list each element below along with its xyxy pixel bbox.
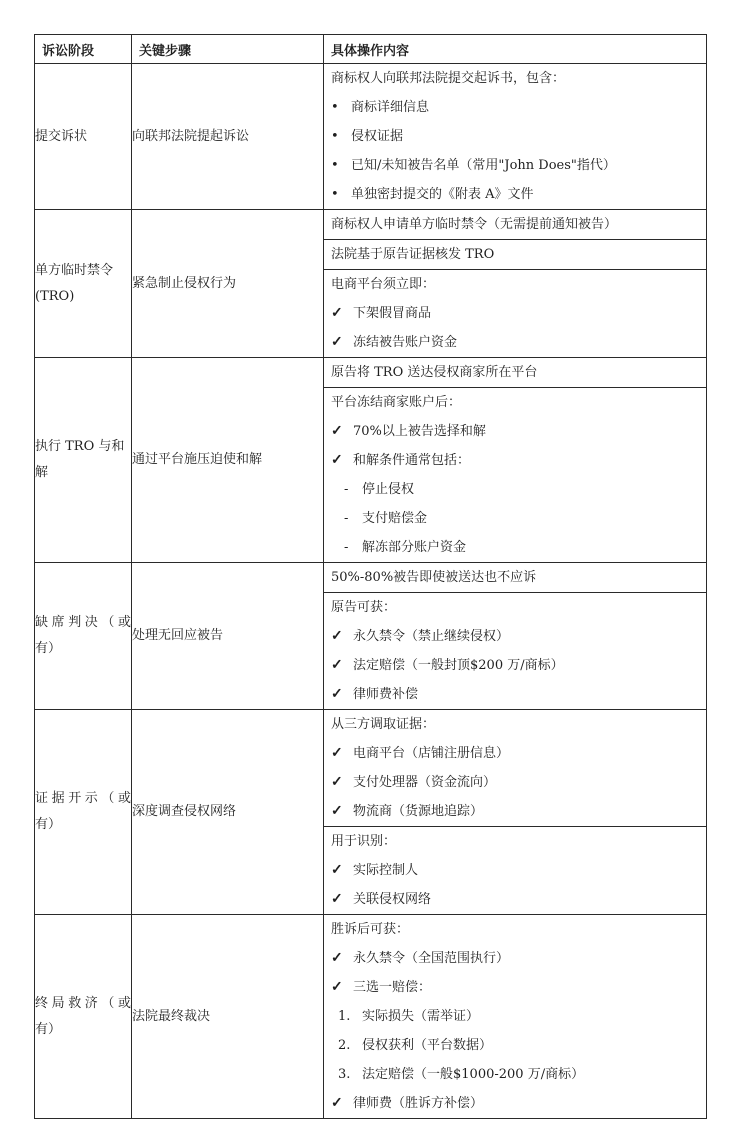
text-line <box>324 210 706 239</box>
line-text: 侵权证据 <box>351 129 404 144</box>
line-text: 50%-80%被告即使被送达也不应诉 <box>331 570 537 585</box>
line-text: 用于识别： <box>331 834 397 849</box>
check-item <box>324 328 706 357</box>
line-text: 侵权获利（平台数据） <box>362 1038 493 1053</box>
detail-cell <box>324 210 707 358</box>
checkmark-icon: ✓ <box>331 891 343 907</box>
table-row <box>35 64 707 210</box>
check-item <box>324 651 706 680</box>
line-text: 实际控制人 <box>353 863 419 878</box>
line-text: 法定赔偿（一般封顶$200 万/商标） <box>353 658 564 673</box>
check-item <box>324 856 706 885</box>
bullet-item <box>324 180 706 209</box>
checkmark-icon: ✓ <box>331 657 343 673</box>
check-item <box>324 797 706 826</box>
line-text: 电商平台（店铺注册信息） <box>353 746 510 761</box>
line-text: 从三方调取证据： <box>331 717 436 732</box>
line-text: 下架假冒商品 <box>353 306 432 321</box>
check-item <box>324 768 706 797</box>
line-text: 已知/未知被告名单（常用"John Does"指代） <box>351 158 616 173</box>
text-line <box>324 593 706 622</box>
checkmark-icon: ✓ <box>331 423 343 439</box>
detail-subcell <box>324 269 706 357</box>
table-row <box>35 358 707 563</box>
check-item <box>324 680 706 709</box>
text-line <box>324 388 706 417</box>
line-text: 解冻部分账户资金 <box>362 540 467 555</box>
litigation-stage-table <box>34 34 707 1119</box>
checkmark-icon: ✓ <box>331 334 343 350</box>
step-cell: 法院最终裁决 <box>132 915 324 1119</box>
dash-item <box>324 504 706 533</box>
line-text: 法定赔偿（一般$1000-200 万/商标） <box>362 1067 585 1082</box>
checkmark-icon: ✓ <box>331 979 343 995</box>
text-line <box>324 915 706 944</box>
detail-subcell <box>324 358 706 387</box>
stage-cell: 执行 TRO 与和解 <box>35 358 132 563</box>
line-text: 70%以上被告选择和解 <box>353 424 486 439</box>
line-text: 电商平台须立即： <box>331 277 436 292</box>
text-line <box>324 240 706 269</box>
numbered-item <box>324 1002 706 1031</box>
numbered-item <box>324 1031 706 1060</box>
table-header-row <box>35 35 707 64</box>
text-line <box>324 270 706 299</box>
check-item <box>324 739 706 768</box>
checkmark-icon: ✓ <box>331 774 343 790</box>
line-text: 物流商（货源地追踪） <box>353 804 484 819</box>
table-row <box>35 210 707 358</box>
checkmark-icon: ✓ <box>331 803 343 819</box>
line-text: 法院基于原告证据核发 TRO <box>331 247 495 262</box>
detail-subcell <box>324 239 706 269</box>
text-line <box>324 563 706 592</box>
header-step: 关键步骤 <box>132 35 324 64</box>
check-item <box>324 446 706 475</box>
detail-subcell <box>324 915 706 1118</box>
stage-cell: 单方临时禁令(TRO) <box>35 210 132 358</box>
item-number: 1. <box>338 1009 351 1024</box>
bullet-icon: • <box>331 129 339 144</box>
check-item <box>324 1089 706 1118</box>
line-text: 商标权人申请单方临时禁令（无需提前通知被告） <box>331 217 618 232</box>
detail-cell <box>324 64 707 210</box>
bullet-item <box>324 122 706 151</box>
numbered-item <box>324 1060 706 1089</box>
step-cell: 向联邦法院提起诉讼 <box>132 64 324 210</box>
checkmark-icon: ✓ <box>331 950 343 966</box>
detail-subcell <box>324 826 706 914</box>
line-text: 停止侵权 <box>362 482 415 497</box>
detail-subcell <box>324 210 706 239</box>
check-item <box>324 622 706 651</box>
line-text: 原告将 TRO 送达侵权商家所在平台 <box>331 365 538 380</box>
header-detail: 具体操作内容 <box>324 35 707 64</box>
detail-cell <box>324 710 707 915</box>
line-text: 单独密封提交的《附表 A》文件 <box>351 187 534 202</box>
line-text: 支付处理器（资金流向） <box>353 775 497 790</box>
check-item <box>324 973 706 1002</box>
check-item <box>324 299 706 328</box>
text-line <box>324 827 706 856</box>
checkmark-icon: ✓ <box>331 745 343 761</box>
table-row <box>35 710 707 915</box>
detail-subcell <box>324 592 706 709</box>
line-text: 永久禁令（全国范围执行） <box>353 951 510 966</box>
line-text: 关联侵权网络 <box>353 892 432 907</box>
detail-subcell <box>324 64 706 209</box>
dash-marker: - <box>344 482 349 497</box>
dash-marker: - <box>344 511 349 526</box>
dash-item <box>324 475 706 504</box>
line-text: 律师费补偿 <box>353 687 419 702</box>
dash-item <box>324 533 706 562</box>
item-number: 3. <box>338 1067 351 1082</box>
line-text: 冻结被告账户资金 <box>353 335 458 350</box>
stage-cell: 提交诉状 <box>35 64 132 210</box>
dash-marker: - <box>344 540 349 555</box>
detail-cell <box>324 915 707 1119</box>
line-text: 胜诉后可获： <box>331 922 410 937</box>
stage-cell: 终局救济（或有） <box>35 915 132 1119</box>
table-row <box>35 563 707 710</box>
checkmark-icon: ✓ <box>331 305 343 321</box>
checkmark-icon: ✓ <box>331 1095 343 1111</box>
bullet-item <box>324 151 706 180</box>
checkmark-icon: ✓ <box>331 452 343 468</box>
check-item <box>324 944 706 973</box>
check-item <box>324 885 706 914</box>
item-number: 2. <box>338 1038 351 1053</box>
line-text: 实际损失（需举证） <box>362 1009 480 1024</box>
bullet-item <box>324 93 706 122</box>
bullet-icon: • <box>331 187 339 202</box>
line-text: 永久禁令（禁止继续侵权） <box>353 629 510 644</box>
line-text: 平台冻结商家账户后： <box>331 395 462 410</box>
text-line <box>324 64 706 93</box>
detail-cell <box>324 358 707 563</box>
detail-subcell <box>324 387 706 562</box>
step-cell: 紧急制止侵权行为 <box>132 210 324 358</box>
line-text: 和解条件通常包括： <box>353 453 471 468</box>
line-text: 原告可获： <box>331 600 397 615</box>
text-line <box>324 358 706 387</box>
line-text: 三选一赔偿： <box>353 980 432 995</box>
checkmark-icon: ✓ <box>331 628 343 644</box>
text-line <box>324 710 706 739</box>
detail-subcell <box>324 710 706 826</box>
line-text: 商标详细信息 <box>351 100 430 115</box>
line-text: 商标权人向联邦法院提交起诉书，包含： <box>331 71 566 86</box>
line-text: 律师费（胜诉方补偿） <box>353 1096 484 1111</box>
detail-subcell <box>324 563 706 592</box>
checkmark-icon: ✓ <box>331 862 343 878</box>
checkmark-icon: ✓ <box>331 686 343 702</box>
stage-cell: 缺席判决（或有） <box>35 563 132 710</box>
header-stage: 诉讼阶段 <box>35 35 132 64</box>
stage-cell: 证据开示（或有） <box>35 710 132 915</box>
step-cell: 处理无回应被告 <box>132 563 324 710</box>
bullet-icon: • <box>331 158 339 173</box>
table-row <box>35 915 707 1119</box>
step-cell: 通过平台施压迫使和解 <box>132 358 324 563</box>
step-cell: 深度调查侵权网络 <box>132 710 324 915</box>
check-item <box>324 417 706 446</box>
bullet-icon: • <box>331 100 339 115</box>
detail-cell <box>324 563 707 710</box>
line-text: 支付赔偿金 <box>362 511 428 526</box>
